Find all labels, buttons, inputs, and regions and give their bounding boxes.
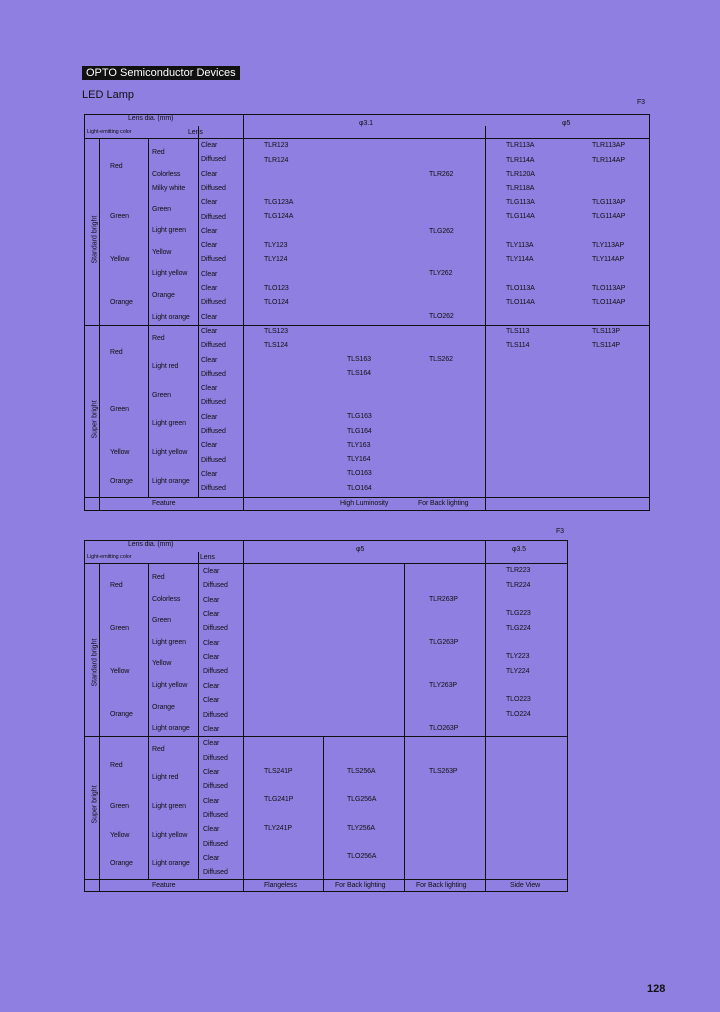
lens-label: Diffused: [203, 582, 228, 590]
sub-color-label: Light yellow: [152, 832, 188, 839]
lens-label: Diffused: [201, 456, 226, 464]
lens-label: Diffused: [203, 711, 228, 719]
lens-label: Clear: [201, 199, 218, 207]
part-number: TLY114AP: [592, 256, 625, 263]
sub-color-label: Light orange: [152, 478, 190, 485]
color-label: Orange: [110, 860, 133, 867]
lens-label: Diffused: [201, 156, 226, 164]
sub-color-label: Green: [152, 392, 171, 399]
part-number: TLS113: [506, 328, 530, 335]
lens-label: Diffused: [201, 428, 226, 435]
part-number: TLS262: [429, 356, 453, 363]
subtitle: LED Lamp: [82, 89, 134, 101]
sub-color-label: Red: [152, 149, 165, 156]
lens-label: Diffused: [201, 370, 226, 378]
sub-color-label: Light green: [152, 803, 186, 810]
sub-color-label: Red: [152, 746, 165, 753]
part-number: TLR113AP: [592, 142, 625, 149]
sub-color-label: Green: [152, 206, 171, 213]
part-number: TLO164: [347, 485, 372, 492]
sub-color-label: Light yellow: [152, 682, 188, 689]
part-number: TLR114A: [506, 157, 535, 164]
part-number: TLO256A: [347, 853, 377, 860]
part-number: TLO163: [347, 470, 372, 477]
lens-label: Clear: [201, 285, 218, 292]
part-number: TLO223: [506, 696, 531, 703]
part-number: TLG263P: [429, 639, 459, 646]
feature-label: For Back lighting: [335, 882, 386, 889]
part-number: TLY224: [506, 668, 530, 675]
t1-head-lens-dia: Lens dia. (mm): [128, 115, 174, 122]
lens-label: Clear: [203, 568, 220, 575]
mark-2: F3: [556, 528, 564, 535]
part-number: TLO114AP: [592, 299, 626, 306]
sub-color-label: Light green: [152, 227, 186, 234]
part-number: TLR114AP: [592, 157, 625, 164]
sub-color-label: Light green: [152, 639, 186, 646]
lens-label: Clear: [203, 740, 220, 748]
lens-label: Clear: [201, 227, 218, 235]
t1-feature: Feature: [152, 500, 176, 507]
lens-label: Diffused: [201, 299, 226, 307]
part-number: TLG241P: [264, 796, 294, 803]
lens-label: Clear: [201, 170, 218, 178]
color-label: Red: [110, 762, 123, 769]
part-number: TLG163: [347, 413, 372, 420]
t1-col-b: φ5: [562, 120, 571, 127]
t1-head-lens: Lens: [188, 129, 203, 136]
lens-label: Diffused: [203, 811, 228, 819]
part-number: TLY263P: [429, 682, 457, 689]
t2-head-lens: Lens: [200, 554, 215, 561]
sub-color-label: Light orange: [152, 860, 190, 867]
t2-feature: Feature: [152, 882, 176, 889]
part-number: TLY262: [429, 270, 453, 277]
lens-label: Clear: [201, 442, 218, 450]
lens-label: Clear: [201, 313, 218, 321]
sub-color-label: Light green: [152, 420, 186, 427]
part-number: TLY114A: [506, 256, 534, 263]
lens-label: Clear: [203, 826, 220, 834]
lens-label: Clear: [203, 797, 220, 805]
lens-label: Clear: [203, 855, 220, 862]
part-number: TLY113AP: [592, 242, 625, 249]
part-number: TLY163: [347, 442, 371, 449]
lens-label: Clear: [203, 596, 220, 604]
part-number: TLR124: [264, 157, 289, 164]
t2-col-a: φ5: [356, 546, 365, 553]
part-number: TLY223: [506, 653, 530, 660]
part-number: TLO113A: [506, 285, 535, 292]
color-label: Yellow: [110, 832, 130, 839]
page-number: 128: [647, 983, 666, 995]
t2-group-std: Standard bright: [91, 638, 99, 687]
part-number: TLG262: [429, 228, 454, 235]
lens-label: Clear: [203, 768, 220, 776]
color-label: Orange: [110, 478, 133, 485]
part-number: TLS163: [347, 356, 371, 363]
t1-feature-b: For Back lighting: [418, 500, 469, 507]
lens-label: Clear: [203, 654, 220, 662]
lens-label: Diffused: [201, 342, 226, 350]
color-label: Yellow: [110, 668, 130, 675]
t2-head-lens-dia: Lens dia. (mm): [128, 541, 174, 548]
lens-label: Diffused: [203, 754, 228, 762]
part-number: TLR120A: [506, 171, 535, 178]
sub-color-label: Red: [152, 335, 165, 342]
lens-label: Clear: [201, 470, 218, 478]
color-label: Green: [110, 406, 129, 413]
sub-color-label: Orange: [152, 704, 175, 711]
lens-label: Clear: [203, 682, 220, 690]
part-number: TLY256A: [347, 825, 375, 832]
t2-group-super: Super bright: [91, 785, 99, 824]
lens-label: Diffused: [203, 840, 228, 848]
section-title: OPTO Semiconductor Devices: [82, 66, 240, 80]
part-number: TLS123: [264, 328, 288, 335]
part-number: TLY124: [264, 256, 288, 263]
part-number: TLG223: [506, 610, 531, 617]
part-number: TLS164: [347, 370, 371, 377]
lens-label: Diffused: [201, 399, 226, 407]
color-label: Green: [110, 625, 129, 632]
lens-label: Diffused: [201, 256, 226, 264]
part-number: TLG113AP: [592, 199, 626, 206]
part-number: TLO262: [429, 313, 454, 320]
lens-label: Clear: [201, 356, 218, 364]
part-number: TLS113P: [592, 328, 620, 335]
t1-col-a: φ3.1: [359, 120, 373, 127]
part-number: TLY164: [347, 456, 371, 463]
sub-color-label: Yellow: [152, 249, 172, 256]
sub-color-label: Light yellow: [152, 270, 188, 277]
part-number: TLS114P: [592, 342, 620, 349]
part-number: TLO123: [264, 285, 289, 292]
feature-label: Flangeless: [264, 882, 297, 889]
color-label: Yellow: [110, 256, 130, 263]
color-label: Red: [110, 582, 123, 589]
part-number: TLY113A: [506, 242, 534, 249]
lens-label: Clear: [203, 611, 220, 619]
color-label: Green: [110, 213, 129, 220]
part-number: TLR113A: [506, 142, 535, 149]
lens-label: Diffused: [203, 625, 228, 633]
sub-color-label: Light orange: [152, 725, 190, 732]
lens-label: Diffused: [201, 213, 226, 221]
feature-label: For Back lighting: [416, 882, 467, 889]
t1-feature-a: High Luminosity: [340, 500, 389, 507]
t1-group-std: Standard bright: [91, 215, 99, 264]
lens-label: Clear: [201, 327, 218, 335]
lens-label: Diffused: [203, 783, 228, 791]
part-number: TLG114A: [506, 213, 535, 220]
part-number: TLG164: [347, 428, 372, 435]
lens-label: Clear: [203, 639, 220, 647]
part-number: TLG113A: [506, 199, 535, 206]
color-label: Green: [110, 803, 129, 810]
sub-color-label: Green: [152, 617, 171, 624]
mark-1: F3: [637, 99, 645, 106]
part-number: TLY241P: [264, 825, 292, 832]
sub-color-label: Light red: [152, 774, 179, 781]
lens-label: Clear: [201, 142, 218, 149]
feature-label: Side View: [510, 882, 541, 889]
lens-label: Diffused: [201, 485, 226, 493]
part-number: TLG123A: [264, 199, 294, 206]
part-number: TLS124: [264, 342, 288, 349]
t2-col-b: φ3.5: [512, 546, 526, 553]
part-number: TLY123: [264, 242, 288, 249]
color-label: Orange: [110, 299, 133, 306]
part-number: TLS241P: [264, 768, 293, 775]
color-label: Yellow: [110, 449, 130, 456]
sub-color-label: Milky white: [152, 185, 186, 192]
part-number: TLS263P: [429, 768, 458, 775]
part-number: TLR262: [429, 171, 454, 178]
part-number: TLO263P: [429, 725, 459, 732]
lens-label: Diffused: [203, 668, 228, 676]
part-number: TLG224: [506, 625, 531, 632]
part-number: TLO113AP: [592, 285, 626, 292]
part-number: TLR224: [506, 582, 531, 589]
t2-head-color: Light-emitting color: [87, 554, 132, 560]
color-label: Red: [110, 163, 123, 170]
lens-label: Diffused: [201, 184, 226, 192]
sub-color-label: Red: [152, 574, 165, 581]
part-number: TLR118A: [506, 185, 535, 192]
sub-color-label: Light yellow: [152, 449, 188, 456]
sub-color-label: Light orange: [152, 314, 190, 321]
part-number: TLO114A: [506, 299, 535, 306]
lens-label: Clear: [201, 242, 218, 250]
color-label: Orange: [110, 711, 133, 718]
lens-label: Clear: [201, 385, 218, 393]
lens-label: Clear: [203, 725, 220, 733]
sub-color-label: Colorless: [152, 171, 181, 178]
part-number: TLG114AP: [592, 213, 626, 220]
lens-label: Clear: [203, 697, 220, 705]
sub-color-label: Light red: [152, 363, 179, 370]
t1-head-color: Light-emitting color: [87, 129, 132, 135]
lens-label: Clear: [201, 413, 218, 421]
part-number: TLR123: [264, 142, 289, 149]
lens-label: Clear: [201, 270, 218, 278]
lens-label: Diffused: [203, 869, 228, 877]
part-number: TLO224: [506, 711, 531, 718]
sub-color-label: Orange: [152, 292, 175, 299]
part-number: TLS114: [506, 342, 530, 349]
part-number: TLR263P: [429, 596, 458, 603]
sub-color-label: Yellow: [152, 660, 172, 667]
t1-group-super: Super bright: [91, 400, 99, 439]
part-number: TLG124A: [264, 213, 294, 220]
color-label: Red: [110, 349, 123, 356]
table-2: [84, 540, 568, 892]
part-number: TLO124: [264, 299, 289, 306]
sub-color-label: Colorless: [152, 596, 181, 603]
part-number: TLR223: [506, 567, 531, 574]
part-number: TLS256A: [347, 768, 376, 775]
part-number: TLG256A: [347, 796, 377, 803]
